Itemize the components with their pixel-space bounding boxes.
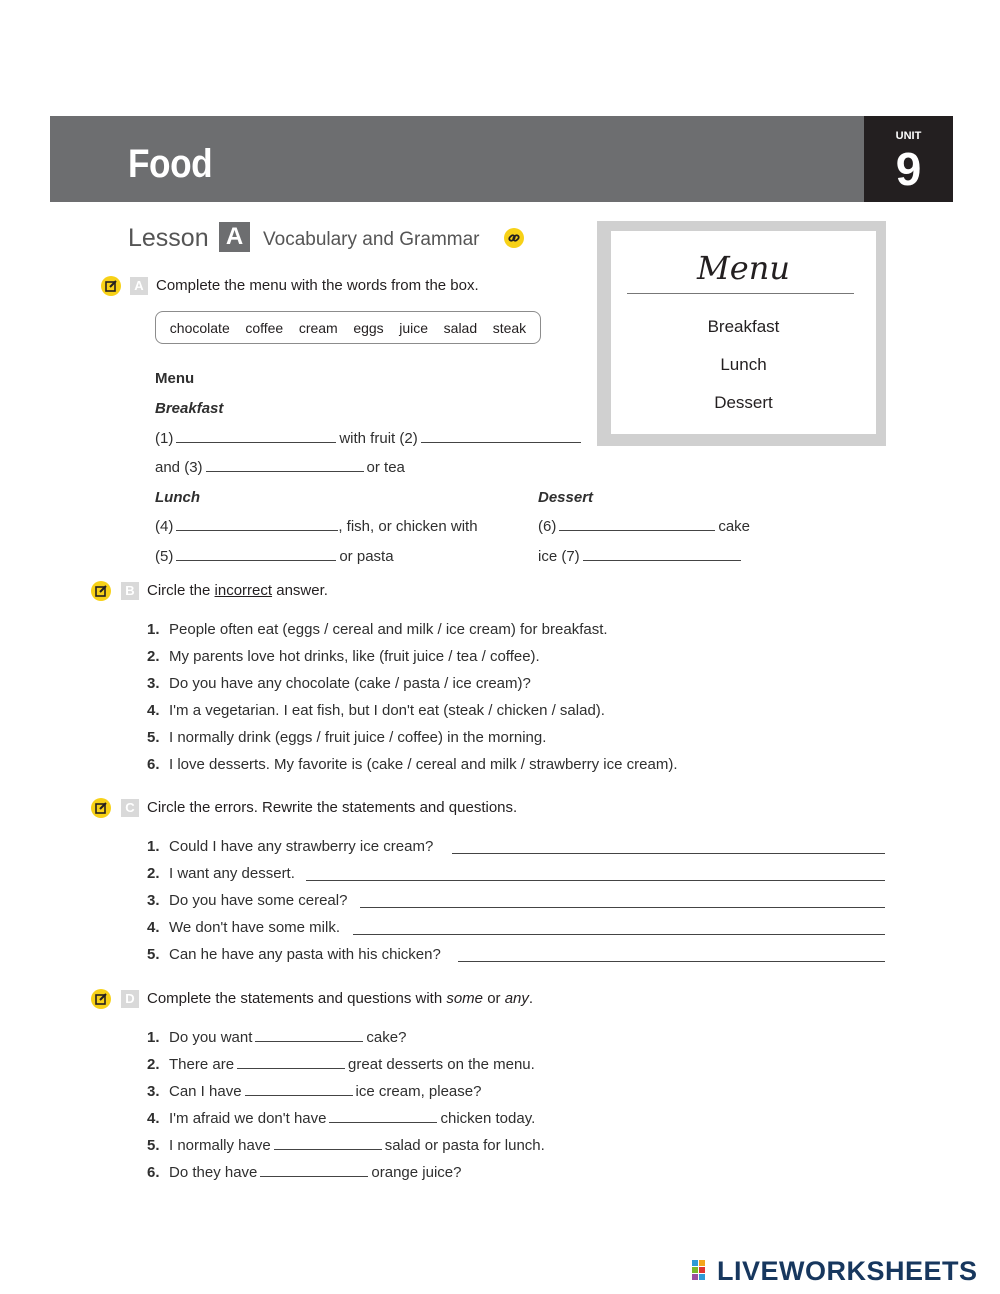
item-text: Can he have any pasta with his chicken? <box>169 946 441 963</box>
exercise-a-letter: A <box>130 277 148 295</box>
instruction-text: answer. <box>272 582 328 599</box>
item-text: I'm afraid we don't have <box>169 1110 327 1127</box>
item-text: Could I have any strawberry ice cream? <box>169 838 434 855</box>
exercise-d-instruction <box>147 990 533 1007</box>
edit-icon <box>91 581 111 601</box>
unit-badge <box>864 116 953 202</box>
answer-blank[interactable] <box>274 1137 382 1150</box>
exercise-d-letter: D <box>121 990 139 1008</box>
answer-blank[interactable] <box>260 1164 368 1177</box>
list-item <box>147 648 540 665</box>
item-number: 2. <box>147 1056 160 1073</box>
exercise-a-instruction: Complete the menu with the words from the box. <box>156 277 479 294</box>
list-item <box>147 919 340 936</box>
rewrite-line[interactable] <box>306 880 885 881</box>
page-title: Food <box>128 142 213 186</box>
list-item <box>147 702 605 719</box>
list-item <box>147 946 441 963</box>
breakfast-line-1 <box>155 430 584 447</box>
menu-card-item: Dessert <box>714 393 773 412</box>
blank-label: (5) <box>155 548 174 565</box>
blank-text: with fruit (2) <box>339 430 418 447</box>
menu-card-item: Breakfast <box>707 317 780 336</box>
blank-label: (6) <box>538 518 557 535</box>
menu-card <box>597 221 886 446</box>
list-item <box>147 621 608 638</box>
list-item <box>147 1110 535 1127</box>
item-text: I want any dessert. <box>169 865 295 882</box>
rewrite-line[interactable] <box>452 853 885 854</box>
answer-blank[interactable] <box>176 430 336 443</box>
item-text: salad or pasta for lunch. <box>384 1137 545 1154</box>
list-item <box>147 892 347 909</box>
item-number: 4. <box>147 919 160 936</box>
exercise-c-letter: C <box>121 799 139 817</box>
answer-blank[interactable] <box>176 518 338 531</box>
item-number: 5. <box>147 946 160 963</box>
answer-blank[interactable] <box>206 459 364 472</box>
item-number: 5. <box>147 729 160 746</box>
unit-label: UNIT <box>895 130 922 142</box>
list-item <box>147 865 295 882</box>
item-text[interactable]: I'm a vegetarian. I eat fish, but I don't eat (steak / chicken / salad). <box>169 702 605 719</box>
item-number: 3. <box>147 675 160 692</box>
breakfast-line-2 <box>155 459 405 476</box>
blank-label: (4) <box>155 518 174 535</box>
answer-blank[interactable] <box>421 430 581 443</box>
lesson-subtitle: Vocabulary and Grammar <box>263 229 480 250</box>
answer-blank[interactable] <box>245 1083 353 1096</box>
answer-blank[interactable] <box>237 1056 345 1069</box>
item-text: We don't have some milk. <box>169 919 340 936</box>
exercise-c-instruction: Circle the errors. Rewrite the statements and questions. <box>147 799 518 816</box>
list-item <box>147 1164 461 1181</box>
liveworksheets-logo-text: LIVEWORKSHEETS <box>717 1256 978 1286</box>
lunch-heading: Lunch <box>155 489 200 506</box>
blank-text: or pasta <box>339 548 394 565</box>
exercise-b-letter: B <box>121 582 139 600</box>
lesson-letter: A <box>219 222 250 252</box>
rewrite-line[interactable] <box>353 934 885 935</box>
dessert-heading: Dessert <box>538 489 594 506</box>
word-box-item: steak <box>492 319 527 336</box>
instruction-emphasis: some <box>446 990 484 1007</box>
word-box-item: coffee <box>245 319 284 336</box>
word-box-item: eggs <box>353 319 384 336</box>
word-box-item: salad <box>443 319 478 336</box>
edit-icon <box>91 989 111 1009</box>
item-text: Can I have <box>169 1083 242 1100</box>
exercise-b-instruction <box>147 582 328 599</box>
answer-blank[interactable] <box>329 1110 437 1123</box>
menu-heading: Menu <box>155 370 195 387</box>
item-text: I normally have <box>169 1137 271 1154</box>
item-number: 2. <box>147 648 160 665</box>
menu-card-item: Lunch <box>720 355 767 374</box>
word-box-item: chocolate <box>169 319 230 336</box>
item-text[interactable]: I normally drink (eggs / fruit juice / coffee) in the morning. <box>169 729 547 746</box>
edit-icon <box>101 276 121 296</box>
blank-label: (1) <box>155 430 174 447</box>
item-text: Do you have some cereal? <box>169 892 348 909</box>
instruction-emphasis: incorrect <box>214 582 273 599</box>
item-text: Do they have <box>169 1164 258 1181</box>
instruction-text: or <box>483 990 505 1007</box>
item-text[interactable]: People often eat (eggs / cereal and milk / ice cream) for breakfast. <box>169 621 608 638</box>
instruction-text: Circle the <box>147 582 215 599</box>
instruction-emphasis: any <box>504 990 529 1007</box>
item-number: 3. <box>147 1083 160 1100</box>
lunch-line-2 <box>155 548 394 565</box>
item-text: cake? <box>366 1029 407 1046</box>
item-text[interactable]: My parents love hot drinks, like (fruit juice / tea / coffee). <box>169 648 540 665</box>
unit-number: 9 <box>895 143 922 195</box>
lesson-word: Lesson <box>128 224 209 252</box>
blank-label: and (3) <box>155 459 203 476</box>
blank-text: cake <box>718 518 751 535</box>
item-text: great desserts on the menu. <box>348 1056 535 1073</box>
item-text: chicken today. <box>440 1110 536 1127</box>
liveworksheets-logo-icon <box>691 1259 715 1281</box>
instruction-text: . <box>528 990 534 1007</box>
list-item <box>147 838 433 855</box>
item-number: 6. <box>147 1164 160 1181</box>
lunch-line-1 <box>155 518 478 535</box>
list-item <box>147 756 677 773</box>
edit-icon <box>91 798 111 818</box>
item-text[interactable]: Do you have any chocolate (cake / pasta / ice cream)? <box>169 675 531 692</box>
item-text: There are <box>169 1056 235 1073</box>
item-text: orange juice? <box>371 1164 462 1181</box>
item-number: 1. <box>147 838 160 855</box>
list-item <box>147 729 546 746</box>
word-box-item: juice <box>399 319 429 336</box>
item-number: 1. <box>147 621 160 638</box>
menu-card-divider <box>627 293 854 294</box>
item-number: 6. <box>147 756 160 773</box>
item-number: 1. <box>147 1029 160 1046</box>
item-number: 4. <box>147 702 160 719</box>
item-text: Do you want <box>169 1029 253 1046</box>
dessert-line-1 <box>538 518 750 535</box>
menu-card-inner <box>611 231 876 434</box>
item-text[interactable]: I love desserts. My favorite is (cake / cereal and milk / strawberry ice cream). <box>169 756 678 773</box>
rewrite-line[interactable] <box>360 907 885 908</box>
item-text: ice cream, please? <box>355 1083 482 1100</box>
instruction-text: Complete the statements and questions with <box>147 990 447 1007</box>
answer-blank[interactable] <box>176 548 336 561</box>
blank-label: ice (7) <box>538 548 580 565</box>
word-box <box>155 311 541 344</box>
rewrite-line[interactable] <box>458 961 885 962</box>
menu-card-title: Menu <box>697 249 790 287</box>
answer-blank[interactable] <box>583 548 741 561</box>
blank-text: or tea <box>366 459 405 476</box>
list-item <box>147 1083 481 1100</box>
item-number: 3. <box>147 892 160 909</box>
list-item <box>147 1029 406 1046</box>
link-icon[interactable] <box>504 228 524 248</box>
word-box-item: cream <box>298 319 338 336</box>
answer-blank[interactable] <box>255 1029 363 1042</box>
list-item <box>147 675 531 692</box>
list-item <box>147 1056 535 1073</box>
item-number: 4. <box>147 1110 160 1127</box>
blank-text: , fish, or chicken with <box>338 518 478 535</box>
answer-blank[interactable] <box>559 518 715 531</box>
item-number: 5. <box>147 1137 160 1154</box>
breakfast-heading: Breakfast <box>155 400 224 417</box>
dessert-line-2 <box>538 548 744 565</box>
item-number: 2. <box>147 865 160 882</box>
list-item <box>147 1137 545 1154</box>
